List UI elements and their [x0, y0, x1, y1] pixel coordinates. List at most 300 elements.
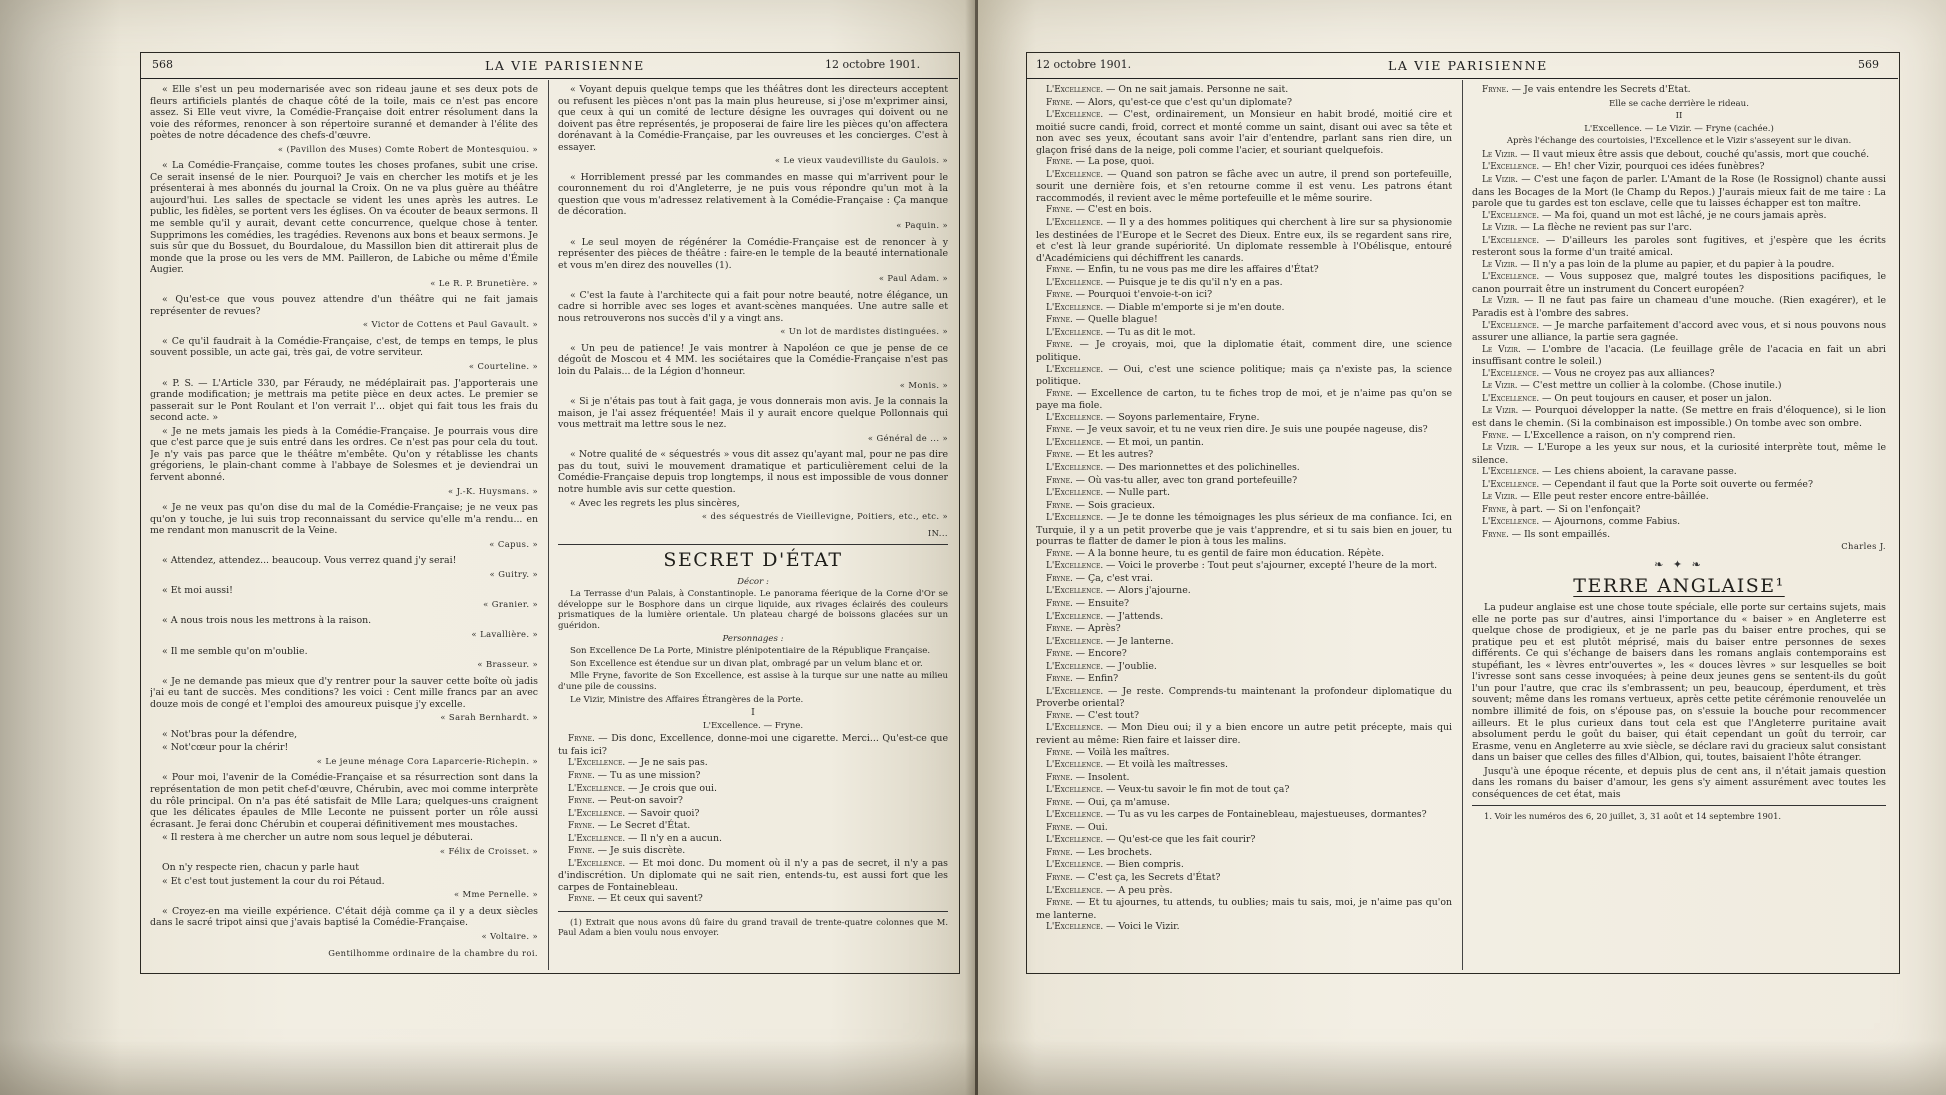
dialogue-line: [1472, 393, 1886, 406]
signature-line: « Courteline. »: [468, 361, 538, 372]
paragraph: « Elle s'est un peu modernarisée avec son rideau jaune et ses deux pots de fleurs artificiels plantés de chaque côté de la toile, mais ce n'est pas encore assez. Si Elle veut vivre, la Comédie-Française doit entrer résolument dans la voie des réformes, renoncer à son répertoire suranné et demander à l'élite des poètes de notre décadence des chefs-d'œuvre.: [150, 84, 538, 142]
paragraph: « Un peu de patience! Je vais montrer à Napoléon ce que je pense de ce dégoût de Moscou et 4 MM. les sociétaires que la Comédie-Française n'est pas loin du Palais... de la Légion d'honneur.: [558, 342, 948, 378]
dialogue-line: [1036, 797, 1452, 810]
line-text: — J'oublie.: [1105, 660, 1157, 672]
dialogue-line: [1036, 204, 1452, 217]
line-text: — C'est en bois.: [1075, 204, 1152, 216]
speaker: L'Excellence.: [1046, 327, 1106, 338]
speaker: L'Excellence.: [1046, 810, 1106, 821]
paragraph: « A nous trois nous les mettrons à la raison.: [162, 615, 372, 627]
dialogue-line: [1036, 611, 1452, 624]
right-date: 12 octobre 1901.: [1036, 58, 1132, 71]
persons-label: Personnages :: [722, 633, 784, 644]
dialogue-line: [558, 795, 948, 808]
line-text: — C'est ça, les Secrets d'État?: [1075, 872, 1221, 883]
speaker: L'Excellence.: [1482, 210, 1542, 221]
dialogue-line: [1472, 295, 1886, 319]
speaker: Fryne.: [1046, 388, 1078, 399]
signature-line: « (Pavillon des Muses) Comte Robert de Montesquiou. »: [277, 143, 538, 154]
line-text: — Pourquoi t'envoie-t-on ici?: [1075, 289, 1213, 301]
paragraph: « Not'cœur pour la chérir!: [162, 742, 289, 754]
speaker: L'Excellence.: [1046, 686, 1108, 697]
speaker: L'Excellence.: [568, 833, 628, 844]
dialogue-line: [1036, 859, 1452, 872]
line-text: — C'est tout?: [1075, 709, 1140, 721]
left-header-rule: [140, 78, 958, 79]
speaker: Fryne.: [1482, 529, 1512, 540]
dialogue-line: [1472, 149, 1886, 162]
persons-list: [558, 646, 948, 705]
dialogue-line: [1472, 368, 1886, 381]
right-column-1: [1036, 84, 1452, 970]
dialogue-line: [1036, 648, 1452, 661]
dialogue-line: [1036, 872, 1452, 885]
right-column-rule: [1462, 80, 1463, 970]
line-text: — Il ne faut pas faire un chameau d'une mouche. (Rien exagérer), et le Paradis est à l'ombre des sabres.: [1472, 295, 1886, 320]
line-text: — Des marionnettes et des polichinelles.: [1105, 461, 1300, 473]
signature: Charles J.: [1841, 541, 1886, 552]
dialogue-line: [1036, 673, 1452, 686]
signature-line: « Mme Pernelle. »: [453, 889, 538, 900]
essay-paragraph: Jusqu'à une époque récente, et depuis plus de cent ans, il n'était jamais question dans les romans du baiser d'amour, les gens s'y aiment assurément avec toutes les conséquences de cet état, mais: [1472, 765, 1886, 800]
dialogue-line: [1036, 327, 1452, 340]
line-text: — Bien compris.: [1105, 859, 1184, 871]
speaker: Fryne.: [1046, 265, 1076, 276]
dialogue-line: [1036, 809, 1452, 822]
signature-line: « Lavallière. »: [471, 628, 538, 639]
speaker: L'Excellence.: [1046, 586, 1106, 597]
paragraph: « Si je n'étais pas tout à fait gaga, je vous donnerais mon avis. Je la connais la maison, je l'ai assez fréquentée! Mais il y aurait encore quelque Pollonnais qui vous mettrait ma lettre sous le nez.: [558, 396, 948, 431]
dialogue-line: [1472, 320, 1886, 344]
dialogue-line: [1036, 722, 1452, 746]
line-text: — Savoir quoi?: [627, 807, 700, 819]
paragraph: « Et moi aussi!: [162, 585, 233, 597]
line-text: — Voici le proverbe : Tout peut s'ajourner, excepté l'heure de la mort.: [1105, 560, 1438, 572]
dialogue-line: [1036, 834, 1452, 847]
line-text: — Ma foi, quand un mot est lâché, je ne cours jamais après.: [1541, 209, 1827, 221]
line-text: — Et tu ajournes, tu attends, tu oublies; mais tu sais, moi, je n'aime pas qu'on me lanterne.: [1036, 897, 1452, 921]
speaker: L'Excellence.: [1482, 393, 1542, 404]
line-text: — La pose, quoi.: [1075, 156, 1155, 168]
footnote-rule: [558, 911, 948, 912]
line-text: — L'Europe a les yeux sur nous, et la curiosité interprète tout, même le silence.: [1472, 442, 1886, 466]
dialogue-line: [1036, 710, 1452, 723]
line-text: Elle se cache derrière le rideau.: [1609, 98, 1749, 109]
dialogue-line: [1036, 339, 1452, 363]
line-text: — Sois gracieux.: [1075, 499, 1156, 511]
speaker: L'Excellence.: [568, 783, 628, 794]
dialogue-line: [558, 845, 948, 858]
paragraph: « La Comédie-Française, comme toutes les choses profanes, subit une crise. Ce serait insensé de le nier. Pourquoi? Je vais en chercher les motifs et je les présenterai à mes abonnés du journal la Croix. On ne va plus guère au théâtre aujourd'hui. Les salles de spectacle se vident les unes après les autres. Le public, les fidèles, se portent vers les églises. On va écouter de beaux sermons. Il me semble qu'il y aurait, devant cette concurrence, quelque chose à tenter. Supprimons les comédies, les tragédies. Revenons aux bons et beaux sermons. Je suis sûr que du Bossuet, du Bourdaloue, du Massillon bien dit attirerait plus de monde que la prose ou les vers de MM. Pailleron, de Labiche ou même d'Émile Augier.: [150, 160, 538, 276]
right-running-title: LA VIE PARISIENNE: [1388, 58, 1548, 73]
paragraph: « Je ne mets jamais les pieds à la Comédie-Française. Je pourrais vous dire que c'est parce que je suis entré dans les ordres. Ce n'est pas pour cela du tout. Je n'y vais pas parce que le théâtre m'embête. Qu'on y rétablisse les chants grégoriens, le plain-chant comme à l'abbaye de Solesmes et je deviendrai un fervent abonné.: [150, 425, 538, 483]
speaker: Fryne.: [1046, 847, 1076, 858]
speaker: Fryne.: [568, 734, 599, 745]
signature-line: « Sarah Bernhardt. »: [440, 712, 538, 723]
left-column-rule: [548, 80, 549, 970]
line-text: — On ne sait jamais. Personne ne sait.: [1105, 84, 1289, 95]
speaker: Le Vizir.: [1482, 175, 1522, 186]
dialogue-line: [1472, 491, 1886, 504]
dialogue-line: [1472, 222, 1886, 235]
speaker: L'Excellence.: [1046, 364, 1109, 375]
dialogue-line: [1036, 475, 1452, 488]
dialogue-line: [1036, 449, 1452, 462]
dialogue-line: [1472, 344, 1886, 368]
speaker: L'Excellence.: [568, 808, 628, 819]
paragraph: « Pour moi, l'avenir de la Comédie-Française et sa résurrection sont dans la représentation de mon petit chef-d'œuvre, Chérubin, avec moi comme interprète du rôle principal. On n'a pas été satisfait de Mlle Lara; quelques-uns craignent que les délicates épaules de Mlle Leconte ne puissent porter un rôle aussi écrasant. Je ferai donc Chérubin et couperai définitivement mes moustaches.: [150, 772, 538, 830]
dialogue-line: [1472, 84, 1886, 97]
speaker: Fryne.: [568, 846, 598, 857]
paragraph: « Not'bras pour la défendre,: [162, 728, 298, 740]
section-title-secret: SECRET D'ÉTAT: [663, 549, 843, 572]
signature-line: « Paquin. »: [896, 220, 948, 231]
speaker: L'Excellence.: [1046, 636, 1106, 647]
speaker: Fryne.: [1046, 475, 1076, 486]
speaker: L'Excellence.: [1046, 760, 1106, 771]
person-entry: Le Vizir, Ministre des Affaires Étrangères de la Porte.: [570, 694, 804, 705]
speaker: Fryne.: [1046, 873, 1076, 883]
speaker: L'Excellence.: [568, 758, 628, 769]
dialogue-line: [1472, 124, 1886, 135]
line-text: — Il n'y en a aucun.: [627, 832, 722, 844]
speaker: Fryne.: [1046, 797, 1076, 808]
speaker: L'Excellence.: [568, 858, 629, 869]
dialogue-line: [1036, 314, 1452, 327]
line-text: — Et voilà les maîtresses.: [1105, 759, 1229, 771]
speaker: L'Excellence.: [1046, 611, 1106, 622]
speaker: Fryne.: [1046, 898, 1076, 909]
line-text: — Ils sont empaillés.: [1511, 528, 1611, 540]
speaker: Fryne.: [1046, 425, 1076, 436]
speaker: Fryne.: [568, 796, 598, 807]
dialogue-line: [1036, 487, 1452, 500]
signature-line: « Monis. »: [899, 379, 948, 390]
speaker: L'Excellence.: [1046, 835, 1106, 846]
paragraph: « Croyez-en ma vieille expérience. C'était déjà comme ça il y a deux siècles dans le sacré tripot ainsi que j'avais baptisé la Comédie-Française.: [150, 905, 538, 929]
speaker: L'Excellence.: [1046, 437, 1106, 448]
line-text: — Ça, c'est vrai.: [1075, 572, 1153, 584]
dialogue-line: [1472, 210, 1886, 223]
speaker: Fryne.: [1046, 674, 1076, 685]
speaker: Fryne.: [1046, 624, 1076, 635]
line-text: — Je crois que oui.: [627, 782, 718, 794]
scene-number: I: [751, 707, 755, 719]
line-text: — C'est, ordinairement, un Monsieur en habit brodé, moitié cire et moitié sucre candi, froid, correct et monté comme un saint, disant oui avec sa tête et non avec ses yeux, écoutant sans avoir l'air d'entendre, parlant sans rien dire, un glaçon frisé dans de la neige, poli comme l'acier, et souriant quelquefois.: [1036, 109, 1452, 156]
dialogue-line: [1036, 277, 1452, 290]
dialogue-line: [1472, 516, 1886, 529]
line-text: — A la bonne heure, tu es gentil de faire mon éducation. Répète.: [1075, 547, 1385, 559]
dialogue-line: [1036, 289, 1452, 302]
essay-paragraph: La pudeur anglaise est une chose toute spéciale, elle porte sur certains sujets, mais elle ne porte pas sur d'autres, ainsi l'importance du « baiser » en Angleterre est quelque chose de prodigieux, et je ne parle pas du baiser entre proches, qui se pratique peu et est plutôt méprisé, mais du baiser entre personnes de sexes différents. Ce qui s'échange de baisers dans les romans anglais contemporains est stupéfiant, les « lèvres entr'ouvertes », les « douces lèvres » sur lesquelles se boit l'ivresse sont sans cesse invoquées; à peine deux jeunes gens se sentent-ils du goût l'un pour l'autre, que crac ils s'embrassent; un peu, beaucoup, éperdument, et très souvent; même dans les romans vertueux, après cette petite cérémonie renouvelée un nombre illimité de fois, on s'épouse pas, on s'essuie la bouche pour recommencer ailleurs. Et le plus curieux dans tout cela est que l'Angleterre puritaine avait absolument perdu le goût du baiser, qui était cependant un goût du terroir, car Erasme, venu en Angleterre au xvie siècle, se déclare ravi du gracieux salut consistant dans un baiser que celles des filles d'Albion, qui, toutes, baisaient l'hôte étranger.: [1472, 602, 1886, 764]
signature-line: « Le R. P. Brunetière. »: [430, 277, 538, 288]
speaker: L'Excellence.: [1482, 479, 1542, 490]
dialogue-line: [1472, 99, 1886, 110]
speaker: Fryne.: [1046, 822, 1076, 833]
dialogue-line: [1036, 661, 1452, 674]
paragraph: « C'est la faute à l'architecte qui a fait pour notre beauté, notre élégance, un cadre si horrible avec ses loges et avant-scènes manquées. Une autre salle et nous retrouverons nos succès d'il y a vingt ans.: [558, 289, 948, 324]
signature-line: « Voltaire. »: [481, 931, 538, 941]
paragraph: « Ce qu'il faudrait à la Comédie-Française, c'est, de temps en temps, le plus souvent possible, un acte gai, très gai, de votre serviteur.: [150, 335, 538, 359]
person-entry: Mlle Fryne, favorite de Son Excellence, est assise à la turque sur une natte au milieu d'une pile de coussins.: [558, 671, 948, 693]
dialogue-line: [1036, 388, 1452, 412]
section-title-terre: TERRE ANGLAISE¹: [1573, 574, 1785, 597]
speaker: Fryne.: [1046, 97, 1076, 108]
line-text: — Et moi, un pantin.: [1105, 436, 1204, 448]
speaker: Fryne.: [1482, 430, 1512, 441]
dialogue-line: [558, 783, 948, 796]
line-text: — Je reste. Comprends-tu maintenant la profondeur diplomatique du Proverbe oriental?: [1036, 685, 1452, 710]
paragraph: « Voyant depuis quelque temps que les théâtres dont les directeurs acceptent ou refusent les pièces n'ont pas la main plus heureuse, si j'ose m'exprimer ainsi, que ceux à qui un comité de lecture désigne les ouvrages qui doivent ou ne doivent pas être représentés, je proposerai de faire lire les pièces qu'on affectera dorénavant à la Comédie-Française, par les ouvreuses et les concierges. C'est à essayer.: [558, 84, 948, 153]
line-text: — Nulle part.: [1105, 487, 1170, 499]
speaker: L'Excellence.: [1046, 277, 1106, 288]
speaker: Le Vizir.: [1482, 149, 1521, 160]
dialogue-line: [558, 820, 948, 833]
signature-line: « Capus. »: [489, 538, 538, 549]
dialogue-line: [1036, 921, 1452, 934]
dialogue-line: [1472, 466, 1886, 479]
dialogue-line: [1036, 264, 1452, 277]
dialogue-line: [1472, 405, 1886, 429]
speaker: Fryne.: [1046, 157, 1076, 168]
line-text: — Il vaut mieux être assis que debout, couché qu'assis, mort que couché.: [1520, 148, 1870, 160]
signature-line: Gentilhomme ordinaire de la chambre du roi.: [328, 947, 538, 958]
paragraph: « Avec les regrets les plus sincères,: [570, 497, 740, 509]
speaker: Le Vizir.: [1482, 443, 1524, 454]
speaker: L'Excellence.: [1482, 320, 1543, 331]
line-text: — Je croyais, moi, que la diplomatie était, comment dire, une science politique.: [1036, 339, 1452, 364]
line-text: — Quand son patron se fâche avec un autre, il prend son portefeuille, sourit une dernière fois, et s'en retourne comme il est venu. Les patrons étant raccommodés, il revient avec le même portefeuille et le même sourire.: [1036, 168, 1452, 204]
dialogue-line: [1472, 479, 1886, 492]
line-text: — Je vais entendre les Secrets d'État.: [1511, 84, 1691, 95]
right-column-2: [1472, 84, 1886, 970]
responses-block: [558, 84, 948, 539]
line-text: — Enfin?: [1075, 673, 1119, 685]
line-text: — Les brochets.: [1075, 846, 1153, 858]
paragraph: « Il me semble qu'on m'oublie.: [162, 645, 308, 657]
dialogue-line: [1036, 784, 1452, 797]
speaker: L'Excellence.: [1046, 169, 1108, 180]
line-text: — Cependant il faut que la Porte soit ouverte ou fermée?: [1541, 478, 1814, 490]
line-text: — Tu as vu les carpes de Fontainebleau, majestueuses, dormantes?: [1105, 809, 1427, 821]
dialogue-line: [558, 808, 948, 821]
line-text: — Encore?: [1075, 648, 1127, 660]
line-text: — Diable m'emporte si je m'en doute.: [1105, 301, 1285, 313]
dialogue-line: [1036, 302, 1452, 315]
speaker: Fryne,: [1482, 504, 1512, 515]
speaker: L'Excellence.: [1046, 561, 1106, 572]
speaker: L'Excellence.: [1046, 412, 1106, 423]
line-text: — Je te donne les témoignages les plus sérieux de ma confiance. Ici, en Turquie, il y a un petit proverbe que je vais t'apprendre, et si tu sais bien en jouer, tu pourras te flatter de damer le pion à tous les malins.: [1036, 512, 1452, 548]
speaker: Le Vizir.: [1482, 259, 1521, 270]
right-header-rule: [1026, 78, 1898, 79]
signature-line: « Général de ... »: [867, 432, 948, 443]
speaker: Fryne.: [1046, 548, 1076, 559]
dialogue-line: [1036, 364, 1452, 388]
line-text: — Après?: [1075, 623, 1121, 635]
signature-line: « Brasseur. »: [477, 659, 538, 670]
paragraph: On n'y respecte rien, chacun y parle haut: [162, 862, 360, 874]
dialogue-line: [1472, 380, 1886, 393]
footnote-rule-right: [1472, 805, 1886, 806]
dialogue-line: [558, 733, 948, 757]
dialogue-line: [1036, 573, 1452, 586]
dialogue-line: [1036, 84, 1452, 97]
paragraph: « Et c'est tout justement la cour du roi Pétaud.: [162, 875, 385, 887]
ornament-divider: ❧ ✦ ❧: [1654, 557, 1704, 571]
dialogue-line: [1036, 97, 1452, 110]
left-shadow: [0, 0, 120, 1095]
speaker: L'Excellence.: [1046, 723, 1108, 734]
paragraph: « Je ne demande pas mieux que d'y rentrer pour la sauver cette boîte où jadis j'ai eu tant de succès. Mes conditions? les voici : Cent mille francs par an avec douze mois de congé et l'emploi des amoureux puisque j'y excelle.: [150, 675, 538, 710]
dialogue-line: [1472, 430, 1886, 443]
speaker: L'Excellence.: [1482, 235, 1546, 246]
dialogue-line: [1036, 424, 1452, 437]
right-page-number: 569: [1858, 58, 1879, 71]
signature-line: « Paul Adam. »: [878, 273, 948, 284]
essay-text: [1472, 602, 1886, 800]
left-page-number: 568: [152, 58, 173, 71]
dialogue-line: [1036, 686, 1452, 710]
dialogue-line: [1036, 822, 1452, 835]
line-text: — Le Secret d'État.: [597, 820, 691, 832]
dialogue-line: [1036, 623, 1452, 636]
speaker: Le Vizir.: [1482, 381, 1521, 392]
dialogue-line: [1036, 169, 1452, 205]
speaker: Fryne.: [568, 894, 598, 905]
speaker: Fryne.: [1046, 205, 1076, 216]
dialogue-line: [558, 770, 948, 783]
signature-line: « Le vieux vaudevilliste du Gaulois. »: [774, 155, 948, 166]
line-text: — C'est mettre un collier à la colombe. (Chose inutile.): [1520, 380, 1782, 392]
dialogue-line: [1036, 897, 1452, 921]
right-page-sheet: [978, 0, 1946, 1095]
line-text: — C'est une façon de parler. L'Amant de la Rose (le Rossignol) chante aussi dans les Bocages de la Mort (le Champ du Repos.) J'aurais mieux fait de me taire : La parole que tu gardes est ton esclave, celle que tu laisses échapper est ton maître.: [1472, 174, 1886, 210]
line-text: — Dis donc, Excellence, donne-moi une cigarette. Merci... Qu'est-ce que tu fais ici?: [558, 733, 948, 757]
dialogue-line: [1472, 111, 1886, 122]
line-text: — Où vas-tu aller, avec ton grand portefeuille?: [1075, 474, 1298, 486]
line-text: — Veux-tu savoir le fin mot de tout ça?: [1105, 784, 1290, 796]
line-text: — Eh! cher Vizir, pourquoi ces idées funèbres?: [1541, 161, 1765, 173]
dialogue-line: [1472, 259, 1886, 272]
dialogue-line: [1472, 442, 1886, 466]
line-text: II: [1675, 111, 1683, 122]
left-date: 12 octobre 1901.: [825, 58, 921, 71]
dialogue-line: [1472, 136, 1886, 147]
line-text: — A peu près.: [1105, 884, 1173, 896]
speaker: L'Excellence.: [1482, 162, 1542, 173]
person-entry: Son Excellence De La Porte, Ministre plénipotentiaire de la République Française.: [570, 646, 931, 657]
line-text: — Il y a des hommes politiques qui cherchent à lire sur sa physionomie les destinées de l'Europe et le Secret des Dieux. Entre eux, ils se regardent sans rire, et c'est là leur grande supériorité. Un diplomate ressemble à l'Obélisque, entouré d'Académiciens qui déchiffrent les canards.: [1036, 217, 1452, 264]
line-text: — Oui.: [1075, 821, 1108, 833]
speaker: L'Excellence.: [1046, 661, 1106, 672]
line-text: — Tu as une mission?: [597, 770, 701, 781]
speaker: L'Excellence.: [1482, 517, 1542, 528]
left-running-title: LA VIE PARISIENNE: [485, 58, 645, 73]
dialogue-line: [1472, 504, 1886, 517]
speaker: L'Excellence.: [1046, 885, 1106, 896]
speaker: Fryne.: [1046, 340, 1080, 351]
left-footnote: (1) Extrait que nous avons dû faire du grand travail de trente-quatre colonnes que M. Paul Adam a bien voulu nous envoyer.: [558, 917, 948, 938]
line-text: — Ajournons, comme Fabius.: [1541, 516, 1681, 528]
speaker: Fryne.: [568, 821, 598, 832]
dialogue-line: [1472, 235, 1886, 259]
line-text: — Puisque je te dis qu'il n'y en a pas.: [1105, 276, 1283, 288]
paragraph: « Horriblement pressé par les commandes en masse qui m'arrivent pour le couronnement du roi d'Angleterre, je ne puis vous répondre qu'un mot à la question que vous m'adressez relativement à la Comédie-Française : Ça manque de décoration.: [558, 171, 948, 218]
dialogue-line: [1036, 548, 1452, 561]
signature-line: « Félix de Croisset. »: [439, 845, 538, 856]
line-text: — Qu'est-ce que les fait courir?: [1105, 834, 1256, 846]
speaker: L'Excellence.: [1046, 302, 1106, 313]
signature-line: « Granier. »: [483, 598, 538, 609]
line-text: — Excellence de carton, tu te fiches trop de moi, et je n'aime pas qu'on se paye ma fiole.: [1036, 387, 1452, 412]
dialogue-line: [558, 757, 948, 770]
line-text: — Oui, c'est une science politique; mais ça n'existe pas, la science politique.: [1036, 363, 1452, 388]
line-text: L'Excellence. — Le Vizir. — Fryne (cachée.): [1584, 123, 1774, 134]
signature-line: « Guitry. »: [489, 568, 538, 579]
dialogue-line: [1036, 772, 1452, 785]
scene-persons: L'Excellence. — Fryne.: [702, 720, 804, 731]
line-text: — L'ombre de l'acacia. (Le feuillage grêle de l'acacia en fait un abri insuffisant contre le soleil.): [1472, 343, 1886, 368]
line-text: — Les chiens aboient, la caravane passe.: [1541, 466, 1737, 478]
dialogue-line: [1036, 598, 1452, 611]
line-text: à part. — Si on l'enfonçait?: [1511, 503, 1641, 515]
dialogue-line: [1036, 412, 1452, 425]
dialogue-right: [1472, 84, 1886, 541]
line-text: — Je veux savoir, et tu ne veux rien dire. Je suis une poupée nageuse, dis?: [1075, 424, 1428, 436]
line-text: — Tu as dit le mot.: [1105, 326, 1196, 338]
signature-line: « Victor de Cottens et Paul Gavault. »: [362, 319, 538, 330]
line-text: — Je suis discrète.: [597, 845, 686, 857]
line-text: — Oui, ça m'amuse.: [1075, 796, 1170, 808]
dialogue-line: [1036, 217, 1452, 264]
dialogue-line: [1036, 500, 1452, 513]
line-text: — On peut toujours en causer, et poser un jalon.: [1541, 392, 1772, 404]
paragraph: « P. S. — L'Article 330, par Féraudy, ne médéplairait pas. J'apporterais une grande modification; je mettrais ma petite pièce en deux actes. Le premier se passerait sur le Pont Roulant et l'on verrait l'... objet qui fait tous les frais du second acte. »: [150, 377, 538, 424]
dialogue-line: [558, 893, 948, 906]
speaker: L'Excellence.: [1482, 368, 1542, 379]
dialogue-line: [1036, 512, 1452, 548]
speaker: Fryne.: [1046, 315, 1076, 326]
speaker: Fryne.: [1046, 500, 1076, 511]
left-column-2: [558, 84, 948, 970]
dialogue-line: [558, 858, 948, 894]
left-column-1: [150, 84, 538, 970]
line-text: — Ensuite?: [1075, 597, 1130, 609]
speaker: Fryne.: [1046, 290, 1076, 301]
line-text: — Vous ne croyez pas aux alliances?: [1541, 367, 1715, 379]
speaker: L'Excellence.: [1046, 110, 1109, 121]
speaker: Fryne.: [1046, 450, 1076, 461]
paragraph: « Je ne veux pas qu'on dise du mal de la Comédie-Française; je ne veux pas qu'on y touche, je lui suis trop reconnaissant du service qu'elle m'a rendu... en me rendant mon manuscrit de la Veine.: [150, 502, 538, 537]
line-text: — Elle peut rester encore entre-bâillée.: [1520, 491, 1709, 503]
signature-line: « Un lot de mardistes distinguées. »: [780, 326, 948, 337]
line-text: Après l'échange des courtoisies, l'Excellence et le Vizir s'asseyent sur le divan.: [1506, 136, 1852, 147]
decor-label: Décor :: [737, 576, 769, 587]
dialogue-line: [1472, 161, 1886, 174]
line-text: — Insolent.: [1075, 771, 1130, 783]
speaker: Le Vizir.: [1482, 344, 1527, 355]
line-text: — Je marche parfaitement d'accord avec vous, et si nous pouvons nous assurer une alliance, la partie sera gagnée.: [1472, 319, 1886, 344]
dialogue-line: [1036, 585, 1452, 598]
speaker: L'Excellence.: [1046, 922, 1106, 933]
speaker: Fryne.: [1482, 85, 1512, 95]
dialogue-line: [558, 833, 948, 846]
dialogue-line: [1036, 636, 1452, 649]
speaker: L'Excellence.: [1046, 462, 1106, 473]
line-text: — Alors j'ajourne.: [1105, 585, 1191, 597]
speaker: L'Excellence.: [1046, 218, 1107, 229]
